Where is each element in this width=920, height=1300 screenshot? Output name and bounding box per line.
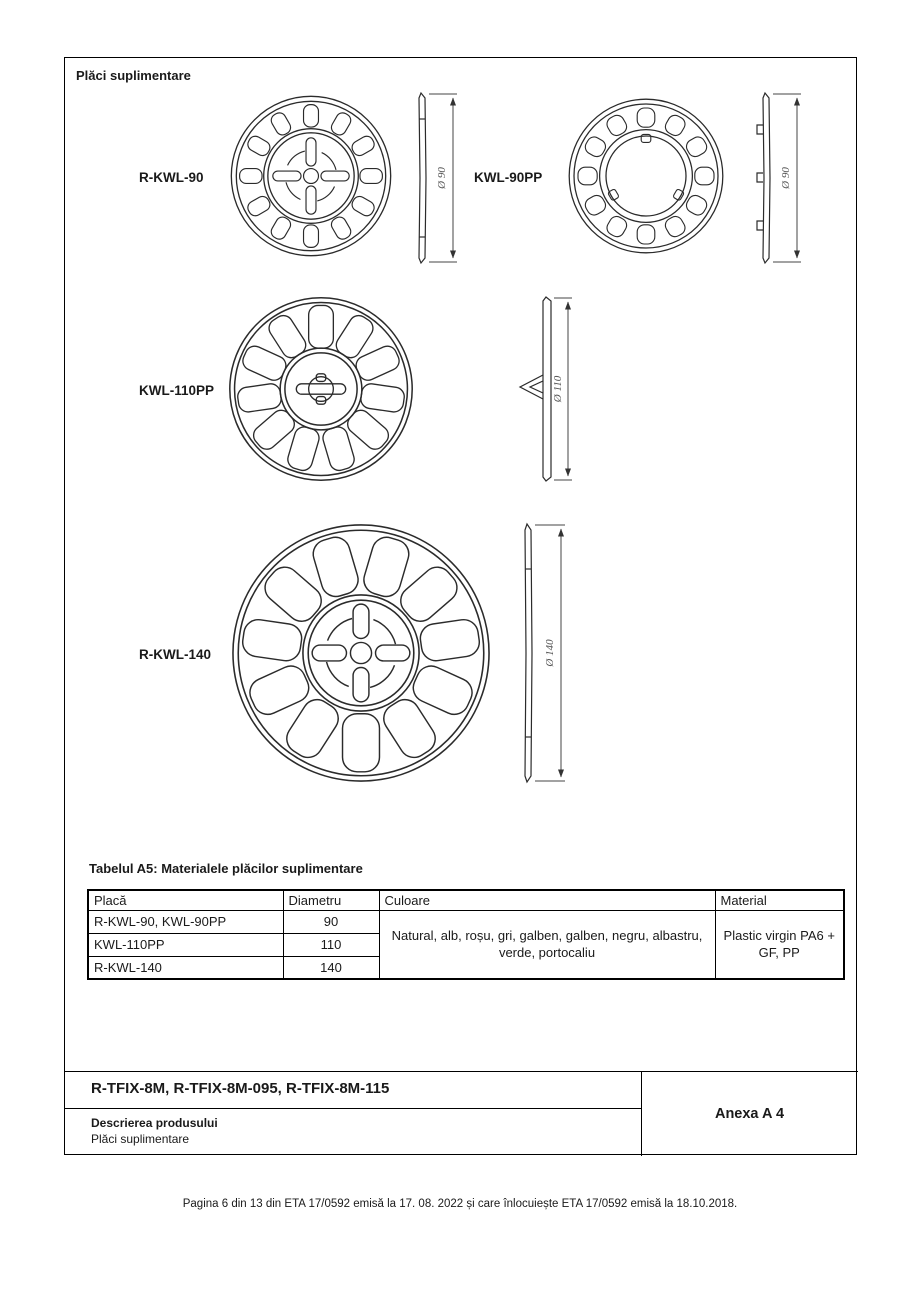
cell-material: Plastic virgin PA6 + GF, PP <box>715 910 844 979</box>
drawing-label-kwl-110pp: KWL-110PP <box>139 383 215 398</box>
col-header-diametru: Diametru <box>283 890 379 910</box>
col-header-material: Material <box>715 890 844 910</box>
table-row <box>88 910 844 933</box>
drawing-side-kwl-90pp <box>751 89 806 267</box>
title-block-mid-divider <box>65 1108 641 1109</box>
cell-diametru: 90 <box>283 910 379 933</box>
page-footer: Pagina 6 din 13 din ETA 17/0592 emisă la 17. 08. 2022 și care înlocuiește ETA 17/0592 emisă la 18.10.2018. <box>182 1198 738 1210</box>
drawing-front-r-kwl-90 <box>228 93 394 259</box>
description-label: Descrierea produsului <box>91 1116 218 1130</box>
materials-table <box>87 889 845 980</box>
drawing-label-r-kwl-140: R-KWL-140 <box>139 647 212 662</box>
drawing-side-r-kwl-140 <box>513 519 573 787</box>
col-header-placa: Placă <box>88 890 283 910</box>
dimension-label: Ø 110 <box>552 375 564 403</box>
cell-diametru: 140 <box>283 956 379 979</box>
section-title: Plăci suplimentare <box>76 68 191 83</box>
annex-label: Anexa A 4 <box>714 1105 785 1122</box>
drawing-label-r-kwl-90: R-KWL-90 <box>139 170 204 185</box>
drawing-front-kwl-110pp <box>226 294 416 484</box>
drawing-side-r-kwl-90 <box>409 89 464 267</box>
cell-culoare: Natural, alb, roșu, gri, galben, galben, negru, albastru, verde, portocaliu <box>379 910 715 979</box>
content-frame <box>64 57 857 1155</box>
col-header-culoare: Culoare <box>379 890 715 910</box>
cell-diametru: 110 <box>283 933 379 956</box>
dimension-label: Ø 90 <box>436 167 448 189</box>
dimension-label: Ø 90 <box>780 167 792 189</box>
cell-placa: R-KWL-90, KWL-90PP <box>88 910 283 933</box>
dimension-label: Ø 140 <box>544 639 556 667</box>
cell-placa: R-KWL-140 <box>88 956 283 979</box>
drawing-label-kwl-90pp: KWL-90PP <box>474 170 543 185</box>
table-header-row <box>88 890 844 910</box>
cell-placa: KWL-110PP <box>88 933 283 956</box>
drawing-side-kwl-110pp <box>506 291 576 487</box>
table-title: Tabelul A5: Materialele plăcilor suplimentare <box>89 861 363 876</box>
drawing-front-kwl-90pp <box>566 96 726 256</box>
description-value: Plăci suplimentare <box>91 1132 190 1146</box>
product-designations: R-TFIX-8M, R-TFIX-8M-095, R-TFIX-8M-115 <box>91 1080 390 1097</box>
drawing-front-r-kwl-140 <box>229 521 493 785</box>
